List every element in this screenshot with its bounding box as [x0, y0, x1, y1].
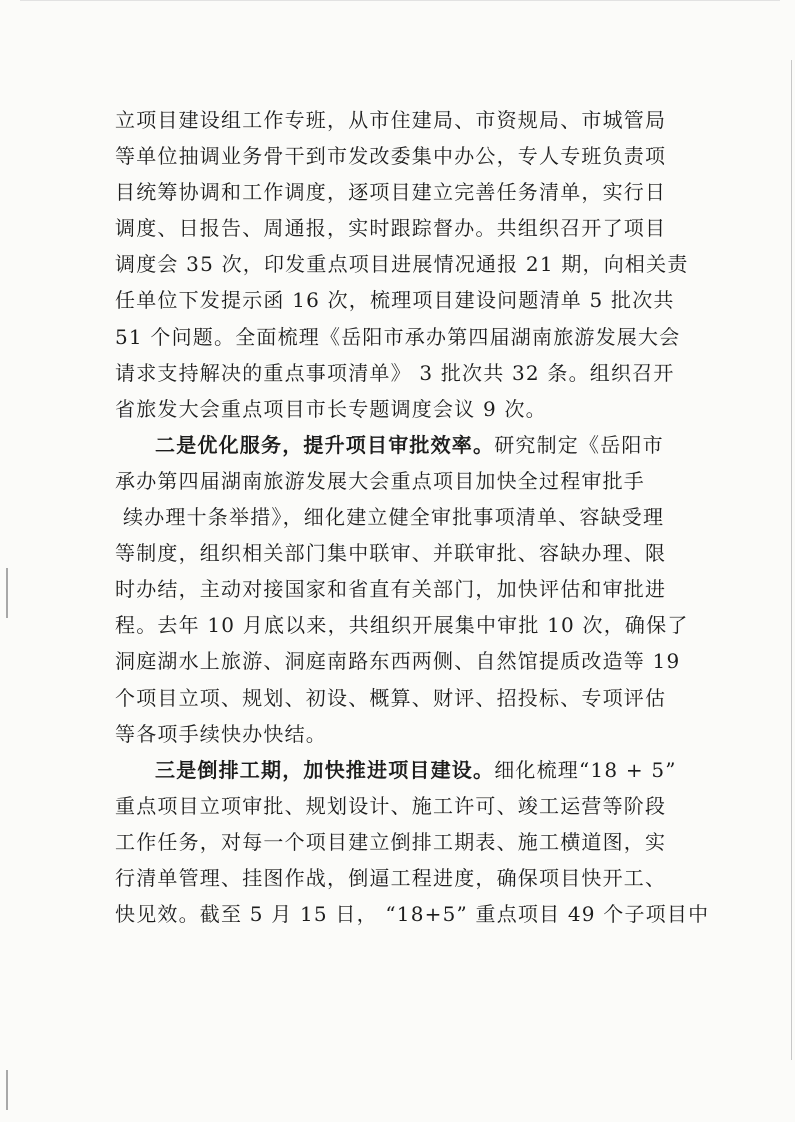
- paragraph-2-first-line: [115, 427, 675, 463]
- text-line: 重点项目立项审批、规划设计、施工许可、竣工运营等阶段: [115, 793, 667, 818]
- scan-mark-left-bottom: [6, 1070, 8, 1110]
- text-line: 等单位抽调业务骨干到市发改委集中办公，专人专班负责项: [115, 144, 667, 169]
- text-line: 立项目建设组工作专班，从市住建局、市资规局、市城管局: [115, 108, 667, 132]
- scan-mark-left: [6, 568, 8, 618]
- text-line: 等各项手续快办快结。: [115, 721, 327, 746]
- paragraph-2-heading: 二是优化服务，提升项目审批效率。: [155, 432, 495, 457]
- scan-edge-top: [20, 0, 780, 1]
- text-line: 请求支持解决的重点事项清单》 3 批次共 32 条。组织召开: [115, 360, 675, 385]
- text-line: 程。去年 10 月底以来，共组织开展集中审批 10 次，确保了: [115, 613, 689, 638]
- text-line: 省旅发大会重点项目市长专题调度会议 9 次。: [115, 396, 547, 421]
- text-line: 目统筹协调和工作调度，逐项目建立完善任务清单，实行日: [115, 180, 667, 205]
- text-line: 行清单管理、挂图作战，倒逼工程进度，确保项目快开工、: [115, 865, 667, 890]
- body-text: [115, 102, 710, 932]
- text-line: 工作任务，对每一个项目建立倒排工期表、施工横道图，实: [115, 829, 667, 854]
- text-line: 快见效。截至 5 月 15 日， “18+5” 重点项目 49 个子项目中: [115, 902, 710, 927]
- paragraph-3-heading: 三是倒排工期，加快推进项目建设。: [155, 757, 495, 782]
- text-line: 时办结，主动对接国家和省直有关部门，加快评估和审批进: [115, 577, 667, 602]
- text-line: 等制度，组织相关部门集中联审、并联审批、容缺办理、限: [115, 541, 667, 566]
- paragraph-2-first-rest: 研究制定《岳阳市: [494, 432, 664, 457]
- text-line: 任单位下发提示函 16 次，梳理项目建设问题清单 5 批次共: [115, 288, 675, 313]
- text-line: 51 个问题。全面梳理《岳阳市承办第四届湖南旅游发展大会: [115, 324, 681, 349]
- text-line: 洞庭湖水上旅游、洞庭南路东西两侧、自然馆提质改造等 19: [115, 649, 681, 674]
- text-line: 个项目立项、规划、初设、概算、财评、招投标、专项评估: [115, 685, 667, 710]
- text-line: 调度、日报告、周通报，实时跟踪督办。共组织召开了项目: [115, 216, 667, 241]
- scan-edge-right: [791, 60, 793, 1060]
- text-line: 调度会 35 次，印发重点项目进展情况通报 21 期，向相关责: [115, 252, 689, 277]
- text-line: 续办理十条举措》，细化建立健全审批事项清单、容缺受理: [123, 505, 665, 530]
- text-line: 承办第四届湖南旅游发展大会重点项目加快全过程审批手: [115, 468, 645, 493]
- paragraph-3-first-line: [115, 752, 675, 788]
- paragraph-3-first-rest: 细化梳理“18 + 5”: [494, 757, 677, 782]
